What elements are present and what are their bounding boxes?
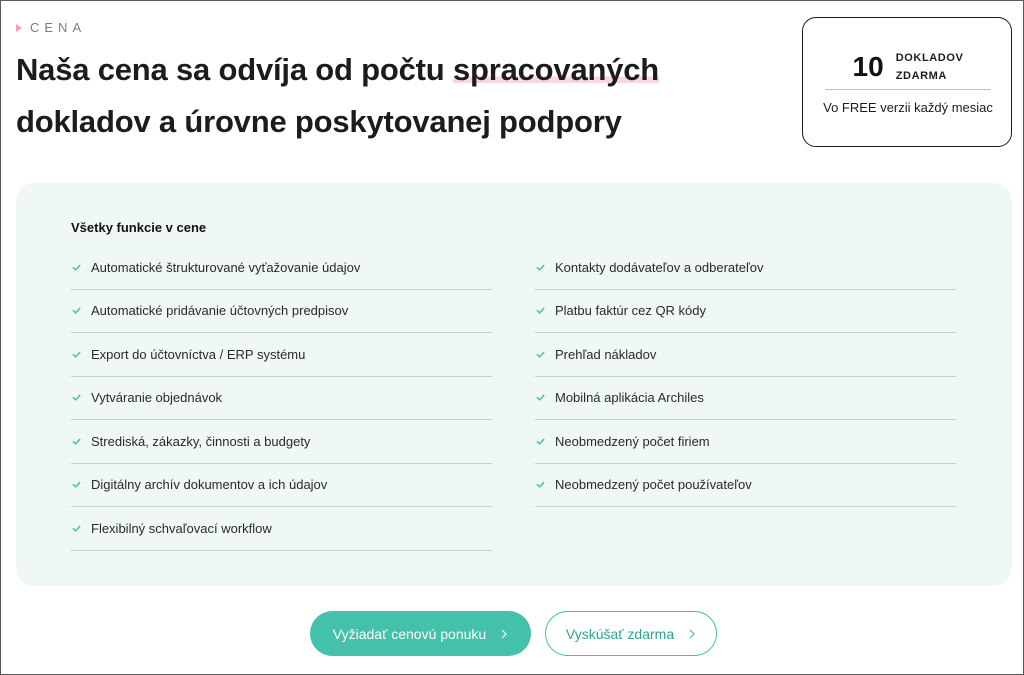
free-documents-label-line-2: ZDARMA xyxy=(895,69,947,82)
feature-item xyxy=(535,377,956,421)
feature-item xyxy=(71,464,492,508)
features-heading: Všetky funkcie v cene xyxy=(71,220,207,235)
feature-item xyxy=(535,246,956,290)
free-documents-count xyxy=(825,44,991,90)
title-part-1: Naša cena sa odvíja od počtu xyxy=(16,52,453,87)
check-icon xyxy=(536,350,545,359)
feature-item xyxy=(71,420,492,464)
chevron-right-icon xyxy=(500,629,508,639)
eyebrow-label: CENA xyxy=(30,20,87,35)
feature-item xyxy=(71,377,492,421)
check-icon xyxy=(72,393,81,402)
feature-item xyxy=(71,290,492,334)
features-list-right xyxy=(535,246,956,507)
free-documents-subtitle: Vo FREE verzii každý mesiac xyxy=(823,100,993,115)
feature-label: Mobilná aplikácia Archiles xyxy=(555,390,704,406)
title-highlight: spracovaných xyxy=(452,52,660,87)
feature-label: Platbu faktúr cez QR kódy xyxy=(555,303,707,319)
check-icon xyxy=(536,480,545,489)
feature-item xyxy=(71,333,492,377)
feature-item xyxy=(535,420,956,464)
triangle-marker-icon xyxy=(16,24,22,32)
check-icon xyxy=(536,437,545,446)
try-free-label: Vyskúšať zdarma xyxy=(565,625,675,642)
free-documents-number: 10 xyxy=(852,50,884,82)
free-documents-card xyxy=(802,17,1012,147)
feature-item xyxy=(71,507,492,551)
feature-item xyxy=(535,333,956,377)
try-free-button[interactable] xyxy=(545,611,717,656)
feature-label: Prehľad nákladov xyxy=(555,346,657,362)
feature-label: Flexibilný schvaľovací workflow xyxy=(91,520,272,536)
request-quote-label: Vyžiadať cenovú ponuku xyxy=(332,625,487,642)
check-icon xyxy=(72,437,81,446)
check-icon xyxy=(72,350,81,359)
feature-label: Automatické štrukturované vyťažovanie údajov xyxy=(91,259,361,275)
title-part-2: dokladov a úrovne poskytovanej podpory xyxy=(16,104,622,139)
feature-item xyxy=(535,464,956,508)
feature-label: Vytváranie objednávok xyxy=(91,390,223,406)
feature-label: Export do účtovníctva / ERP systému xyxy=(91,346,306,362)
request-quote-button[interactable] xyxy=(310,611,531,656)
feature-label: Neobmedzený počet používateľov xyxy=(555,477,752,493)
feature-label: Digitálny archív dokumentov a ich údajov xyxy=(91,477,328,493)
section-eyebrow xyxy=(16,20,86,35)
free-documents-label xyxy=(896,49,964,85)
feature-label: Strediská, zákazky, činnosti a budgety xyxy=(91,433,311,449)
check-icon xyxy=(72,263,81,272)
feature-label: Automatické pridávanie účtovných predpisov xyxy=(91,303,349,319)
feature-label: Neobmedzený počet firiem xyxy=(555,433,710,449)
features-list-left xyxy=(71,246,492,551)
page-title xyxy=(16,44,736,148)
feature-label: Kontakty dodávateľov a odberateľov xyxy=(555,259,764,275)
check-icon xyxy=(72,524,81,533)
check-icon xyxy=(72,480,81,489)
free-documents-label-line-1: DOKLADOV xyxy=(895,51,964,64)
check-icon xyxy=(536,393,545,402)
check-icon xyxy=(72,306,81,315)
check-icon xyxy=(536,306,545,315)
feature-item xyxy=(71,246,492,290)
feature-item xyxy=(535,290,956,334)
chevron-right-icon xyxy=(688,629,696,639)
check-icon xyxy=(536,263,545,272)
